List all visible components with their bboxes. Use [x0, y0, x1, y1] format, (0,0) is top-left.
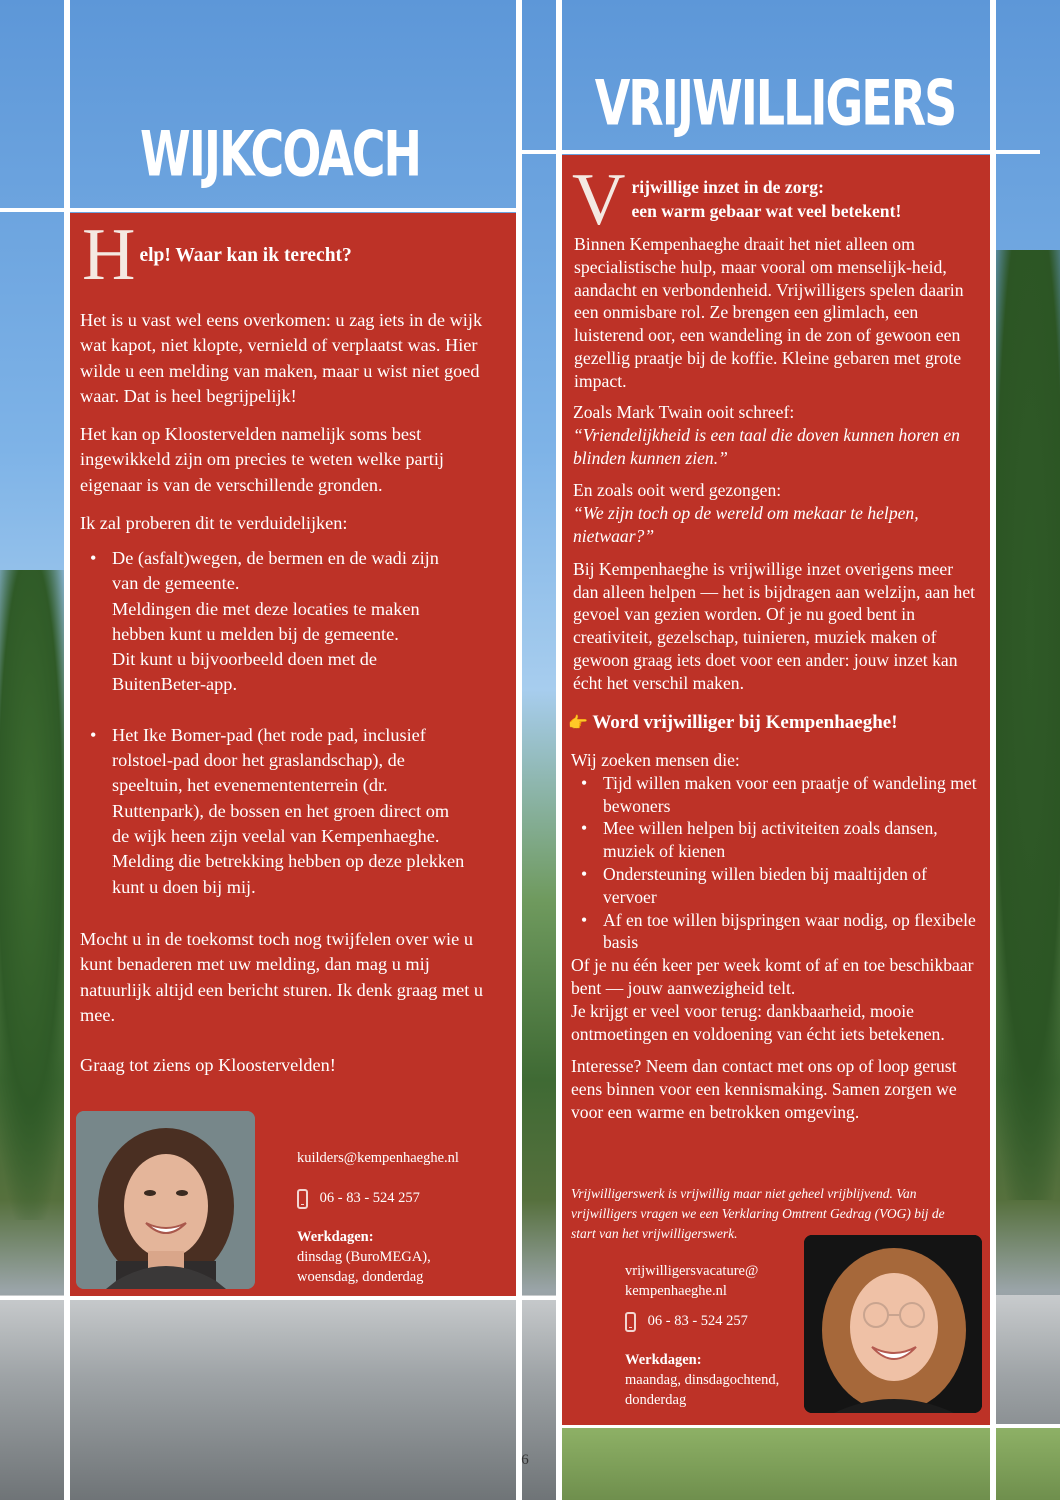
- quote-intro: Zoals Mark Twain ooit schreef:: [573, 402, 795, 422]
- volunteer-coordinator-portrait: [804, 1235, 982, 1413]
- cta-heading: [568, 712, 898, 734]
- list-line: speeltuin, het evenemententerrein (dr.: [112, 775, 388, 796]
- volunteer-list: [571, 772, 981, 954]
- grid-line: [520, 150, 1040, 154]
- wijkcoach-panel: [70, 213, 516, 1296]
- workdays: dinsdag (BuroMEGA),: [297, 1248, 431, 1265]
- list-line: BuitenBeter-app.: [112, 674, 238, 695]
- ownership-list: [80, 546, 510, 900]
- wijkcoach-title: WIJKCOACH: [139, 117, 421, 191]
- list-item: [80, 546, 510, 698]
- workdays: woensdag, donderdag: [297, 1268, 424, 1285]
- heading: [572, 159, 902, 241]
- list-line: • Het Ike Bomer-pad (het rode pad, inclusief: [112, 724, 426, 745]
- paragraph: Je krijgt er veel voor terug: dankbaarheid, mooie ontmoetingen en voldoening van écht iets betekenen.: [571, 1000, 945, 1044]
- dropcap: H: [82, 214, 136, 296]
- workdays-label: Werkdagen:: [625, 1351, 702, 1368]
- trees-right: [985, 250, 1060, 1200]
- list-line: hebben kunt u melden bij de gemeente.: [112, 623, 399, 644]
- cta-text: Word vrijwilliger bij Kempenhaeghe!: [592, 712, 898, 733]
- pointing-hand-icon: 👉: [568, 715, 588, 732]
- volunteer-contact: [625, 1261, 805, 1410]
- list-line: rolstoel-pad door het graslandschap), de: [112, 750, 405, 771]
- list-line: Melding die betrekking hebben op deze plekken: [112, 851, 465, 872]
- heading-text: elp! Waar kan ik terecht?: [139, 245, 352, 266]
- heading-text: een warm gebaar wat veel betekent!: [631, 201, 902, 221]
- list-line: • De (asfalt)wegen, de bermen en de wadi zijn: [112, 548, 439, 568]
- grid-line: [990, 0, 996, 1500]
- list-item: • Af en toe willen bijspringen waar nodig, op flexibele basis: [571, 909, 981, 955]
- list-item: • Tijd willen maken voor een praatje of wandeling met bewoners: [571, 772, 981, 818]
- paragraph: Wij zoeken mensen die:: [571, 750, 740, 770]
- phone-icon: [297, 1189, 308, 1209]
- phone-icon: [625, 1312, 636, 1332]
- list-item: [80, 723, 510, 900]
- email-link[interactable]: kempenhaeghe.nl: [625, 1283, 727, 1299]
- quote-intro: En zoals ooit werd gezongen:: [573, 480, 782, 501]
- phone-row: [297, 1188, 507, 1209]
- grid-line: [0, 208, 520, 212]
- paragraph: Ik zal proberen dit te verduidelijken:: [80, 513, 348, 534]
- paragraph: Of je nu één keer per week komt of af en toe beschikbaar bent — jouw aanwezigheid telt.: [571, 955, 974, 998]
- paragraph: Het is u vast wel eens overkomen: u zag iets in de wijk wat kapot, niet klopte, vernield of verplaatst was. Hier wilde u een melding van maken, maar u wist niet goed waar. Dat is heel begrijpelijk!: [80, 310, 483, 406]
- phone-row: [625, 1311, 805, 1332]
- workdays-label: Werkdagen:: [297, 1228, 374, 1245]
- grid-line: [516, 0, 522, 1500]
- heading: [82, 214, 352, 296]
- paragraph: Graag tot ziens op Kloostervelden!: [80, 1055, 336, 1076]
- workdays: maandag, dinsdagochtend,: [625, 1371, 780, 1388]
- dropcap: V: [572, 159, 626, 241]
- list-line: Meldingen die met deze locaties te maken: [112, 598, 420, 619]
- workdays: donderdag: [625, 1391, 687, 1408]
- heading-text: rijwillige inzet in de zorg:: [631, 177, 824, 197]
- list-line: Ruttenpark), de bossen en het groen direct om: [112, 800, 450, 821]
- paragraph: Binnen Kempenhaeghe draait het niet alleen om specialistische hulp, maar vooral om menselijk-heid, aandacht en verbondenheid. Vrijwilligers spelen daarin een onmisbare rol. Ze brengen een glimlach, een luisterend oor, een wandeling in de zon of gewoon een gezellig praatje bij de koffie. Kleine gebaren met grote impact.: [574, 234, 964, 391]
- list-item: • Mee willen helpen bij activiteiten zoals dansen, muziek of kienen: [571, 817, 981, 863]
- vrijwilligers-title: VRIJWILLIGERS: [594, 66, 956, 140]
- paragraph: Bij Kempenhaeghe is vrijwillige inzet overigens meer dan alleen helpen — het is bijdragen aan welzijn, aan het gevoel van gezien worden. Of je nu goed bent in creativiteit, gezelschap, tuinieren, muziek maken of gewoon graag iets doet voor een ander: jouw inzet kan écht het verschil maken.: [573, 558, 976, 693]
- email-link[interactable]: kuilders@kempenhaeghe.nl: [297, 1150, 459, 1166]
- email-link[interactable]: vrijwilligersvacature@: [625, 1263, 759, 1279]
- list-line: de wijk heen zijn veelal van Kempenhaeghe.: [112, 825, 440, 846]
- quote: “Vriendelijkheid is een taal die doven kunnen horen en blinden kunnen zien.”: [573, 424, 960, 468]
- list-line: Dit kunt u bijvoorbeeld doen met de: [112, 649, 378, 670]
- list-line: kunt u doen bij mij.: [112, 876, 256, 897]
- paragraph: Mocht u in de toekomst toch nog twijfelen over wie u kunt benaderen met uw melding, dan mag u mij natuurlijk altijd een bericht sturen. Ik denk graag met u mee.: [80, 929, 484, 1025]
- page-number: 6: [521, 1452, 529, 1468]
- grid-line: [0, 1296, 560, 1300]
- paragraph: Het kan op Kloostervelden namelijk soms best ingewikkeld zijn om precies te weten welke partij eigenaar is van de verschillende gronden.: [80, 424, 444, 495]
- vog-note: Vrijwilligerswerk is vrijwillig maar niet geheel vrijblijvend. Van vrijwilligers vragen we een Verklaring Omtrent Gedrag (VOG) bij de start van het vrijwilligerswerk.: [571, 1186, 945, 1241]
- phone-number[interactable]: 06 - 83 - 524 257: [319, 1190, 420, 1206]
- vrijwilligers-panel: [562, 155, 990, 1425]
- list-item: • Ondersteuning willen bieden bij maaltijden of vervoer: [571, 863, 981, 909]
- grass-verge: [560, 1425, 1060, 1500]
- wijkcoach-contact: [297, 1148, 507, 1287]
- wijkcoach-portrait: [76, 1111, 255, 1289]
- phone-number[interactable]: 06 - 83 - 524 257: [647, 1313, 748, 1329]
- quote: “We zijn toch op de wereld om mekaar te helpen, nietwaar?”: [573, 503, 919, 546]
- paragraph: Interesse? Neem dan contact met ons op of loop gerust eens binnen voor een kennismaking. Samen zorgen we voor een warme en betrokken omgeving.: [571, 1056, 957, 1122]
- list-line: van de gemeente.: [112, 573, 240, 594]
